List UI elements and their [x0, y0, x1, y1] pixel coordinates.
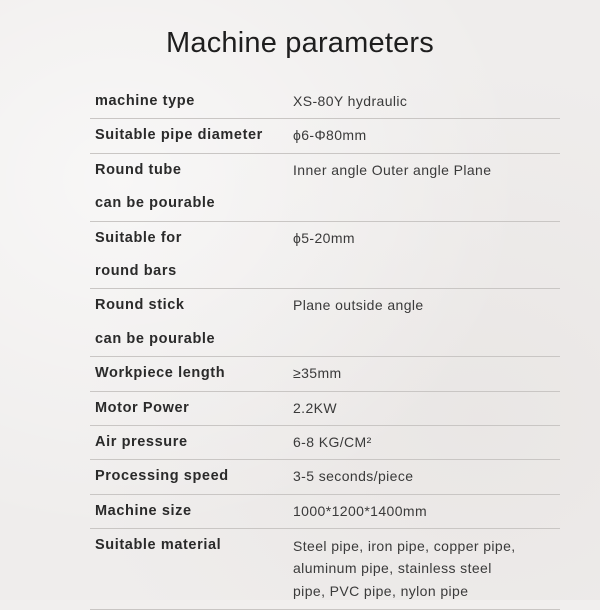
table-row — [90, 392, 560, 426]
page-title: Machine parameters — [166, 27, 434, 59]
table-row — [90, 529, 560, 610]
row-value: Steel pipe, iron pipe, copper pipe, aluminum pipe, stainless steel pipe, PVC pipe, nylon pipe — [293, 537, 516, 599]
table-row — [90, 495, 560, 529]
row-value: Plane outside angle — [293, 297, 424, 314]
row-label: Round tube can be pourable — [95, 161, 216, 212]
table-row — [90, 154, 560, 222]
parameters-table — [90, 85, 560, 610]
table-row — [90, 289, 560, 357]
row-value: 3-5 seconds/piece — [293, 468, 414, 485]
row-label: machine type — [95, 93, 195, 109]
row-label: Processing speed — [95, 468, 229, 485]
row-label: Suitable pipe diameter — [95, 127, 263, 144]
row-value: ≥35mm — [293, 365, 342, 382]
table-row — [90, 119, 560, 153]
row-value: Inner angle Outer angle Plane — [293, 161, 492, 178]
row-value: XS-80Y hydraulic — [293, 93, 408, 109]
table-row — [90, 460, 560, 494]
row-label: Air pressure — [95, 433, 188, 450]
row-label: Suitable material — [95, 537, 222, 554]
row-label: Motor Power — [95, 399, 190, 416]
row-label: Workpiece length — [95, 365, 226, 382]
row-value: 2.2KW — [293, 399, 338, 416]
table-row — [90, 85, 560, 119]
row-value: ϕ5-20mm — [293, 229, 355, 246]
table-row — [90, 426, 560, 460]
row-value: 6-8 KG/CM² — [293, 433, 372, 450]
row-label: Round stick can be pourable — [95, 297, 216, 347]
row-value: 1000*1200*1400mm — [293, 502, 428, 519]
row-label: Suitable for round bars — [95, 229, 182, 279]
table-row — [90, 222, 560, 290]
table-row — [90, 357, 560, 391]
row-value: ϕ6-Φ80mm — [293, 127, 367, 144]
row-label: Machine size — [95, 502, 192, 519]
